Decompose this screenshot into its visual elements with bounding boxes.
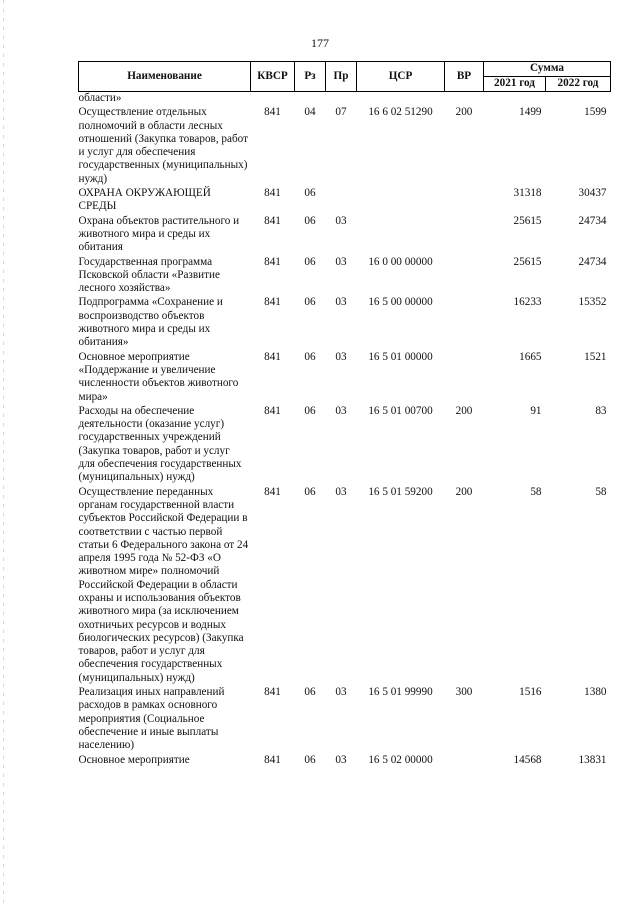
table-row [79,187,611,215]
cell-kvsr: 841 [264,404,281,417]
cell-pr: 03 [335,296,347,309]
table-row [79,106,611,187]
cell-vr [445,296,484,350]
cell-sum-2021: 31318 [513,187,542,200]
cell-sum-2021: 25615 [513,255,542,268]
cell-sum-2022: 24734 [578,214,607,227]
header-pr: Пр [326,62,357,92]
cell-sum-2021: 58 [530,485,542,498]
cell-rz: 06 [304,485,316,498]
page-number: 177 [311,36,329,50]
cell-sum-2022 [546,92,611,107]
cell-kvsr: 841 [264,255,281,268]
cell-kvsr: 841 [264,485,281,498]
table-row [79,256,611,297]
cell-csr: 16 5 02 00000 [368,753,433,766]
cell-pr [326,92,357,107]
cell-csr: 16 5 01 00700 [368,404,433,417]
cell-vr [445,92,484,107]
cell-name: ОХРАНА ОКРУЖАЮЩЕЙ СРЕДЫ [78,187,211,213]
cell-csr [357,187,445,215]
cell-name: Основное мероприятие «Поддержание и увеличение численности объектов животного мира» [78,350,239,403]
cell-pr: 03 [335,753,347,766]
table-row [79,754,611,768]
scan-edge-artifact [3,0,4,905]
cell-vr: 200 [455,106,473,119]
cell-rz: 06 [304,753,316,766]
cell-rz [295,92,326,107]
cell-vr [445,187,484,215]
header-vr: ВР [445,62,484,92]
budget-table [78,61,611,768]
cell-sum-2021: 1665 [519,350,542,363]
header-csr: ЦСР [357,62,445,92]
header-kvsr: КВСР [251,62,295,92]
cell-csr [357,92,445,107]
cell-sum-2022: 1380 [584,686,607,699]
cell-vr [445,351,484,405]
cell-sum-2021: 25615 [513,214,542,227]
cell-vr [445,215,484,256]
cell-csr: 16 5 00 00000 [368,296,433,309]
cell-kvsr: 841 [264,686,281,699]
table-row [79,686,611,753]
cell-rz: 04 [304,106,316,119]
table-row [79,486,611,686]
table-row [79,405,611,486]
cell-pr: 07 [335,106,347,119]
header-year-2022: 2022 год [546,77,611,92]
cell-sum-2021: 16233 [513,296,542,309]
table-row [79,351,611,405]
cell-name: Государственная программа Псковской области «Развитие лесного хозяйства» [78,255,220,295]
cell-pr: 03 [335,686,347,699]
cell-sum-2022: 24734 [578,255,607,268]
cell-name: Реализация иных направлений расходов в рамках основного мероприятия (Социальное обеспечение и иные выплаты населению) [78,686,225,752]
cell-kvsr: 841 [264,753,281,766]
table-row [79,296,611,350]
cell-pr: 03 [335,350,347,363]
cell-vr [445,754,484,768]
cell-rz: 06 [304,350,316,363]
cell-pr: 03 [335,485,347,498]
header-rz: Рз [295,62,326,92]
cell-sum-2021: 1499 [519,106,542,119]
table-row [79,92,611,107]
cell-pr: 03 [335,255,347,268]
cell-csr [357,215,445,256]
cell-kvsr: 841 [264,187,281,200]
cell-rz: 06 [304,404,316,417]
cell-kvsr: 841 [264,106,281,119]
cell-name: Основное мероприятие [78,753,190,766]
cell-sum-2022: 1521 [584,350,607,363]
cell-kvsr: 841 [264,296,281,309]
cell-name: Охрана объектов растительного и животного мира и среды их обитания [78,214,240,254]
cell-name: Осуществление переданных органам государственной власти субъектов Российской Федерации в соответствии с частью первой статьи 6 Федерального закона от 24 апреля 1995 года № 52-ФЗ «О животном мире» полномочий Российской Федерации в области охраны и использования объектов животного мира (за исключением охотничьих ресурсов и водных биологических ресурсов) (Закупка товаров, работ и услуг для обеспечения государственных (муниципальных) нужд) [78,485,249,684]
cell-kvsr: 841 [264,214,281,227]
cell-vr: 200 [455,485,473,498]
cell-rz: 06 [304,214,316,227]
table-header [79,62,611,92]
cell-sum-2022: 13831 [578,753,607,766]
cell-sum-2022: 83 [595,404,607,417]
cell-name: Подпрограмма «Сохранение и воспроизводство объектов животного мира и среды их обитания» [78,296,223,349]
cell-sum-2022: 30437 [578,187,607,200]
cell-rz: 06 [304,686,316,699]
cell-name: Осуществление отдельных полномочий в области лесных отношений (Закупка товаров, работ и услуг для обеспечения государственных (муниципальных) нужд) [78,106,249,185]
cell-vr: 200 [455,404,473,417]
cell-csr: 16 0 00 00000 [368,255,433,268]
cell-csr: 16 6 02 51290 [368,106,433,119]
header-name: Наименование [79,62,251,92]
cell-sum-2021 [484,92,546,107]
cell-sum-2022: 1599 [584,106,607,119]
cell-kvsr [251,92,295,107]
cell-csr: 16 5 01 59200 [368,485,433,498]
cell-sum-2022: 58 [595,485,607,498]
cell-sum-2022: 15352 [578,296,607,309]
table-body [79,92,611,768]
cell-rz: 06 [304,255,316,268]
cell-vr [445,256,484,297]
cell-csr: 16 5 01 00000 [368,350,433,363]
table-row [79,215,611,256]
header-sum: Сумма [484,62,611,77]
cell-pr [326,187,357,215]
header-year-2021: 2021 год [484,77,546,92]
cell-name: области» [78,92,122,104]
cell-sum-2021: 1516 [519,686,542,699]
cell-csr: 16 5 01 99990 [368,686,433,699]
cell-sum-2021: 14568 [513,753,542,766]
cell-kvsr: 841 [264,350,281,363]
cell-pr: 03 [335,404,347,417]
cell-rz: 06 [304,187,316,200]
cell-rz: 06 [304,296,316,309]
cell-sum-2021: 91 [530,404,542,417]
cell-pr: 03 [335,214,347,227]
cell-name: Расходы на обеспечение деятельности (оказание услуг) государственных учреждений (Закупка товаров, работ и услуг для обеспечения государственных (муниципальных) нужд) [78,404,242,484]
cell-vr: 300 [455,686,473,699]
